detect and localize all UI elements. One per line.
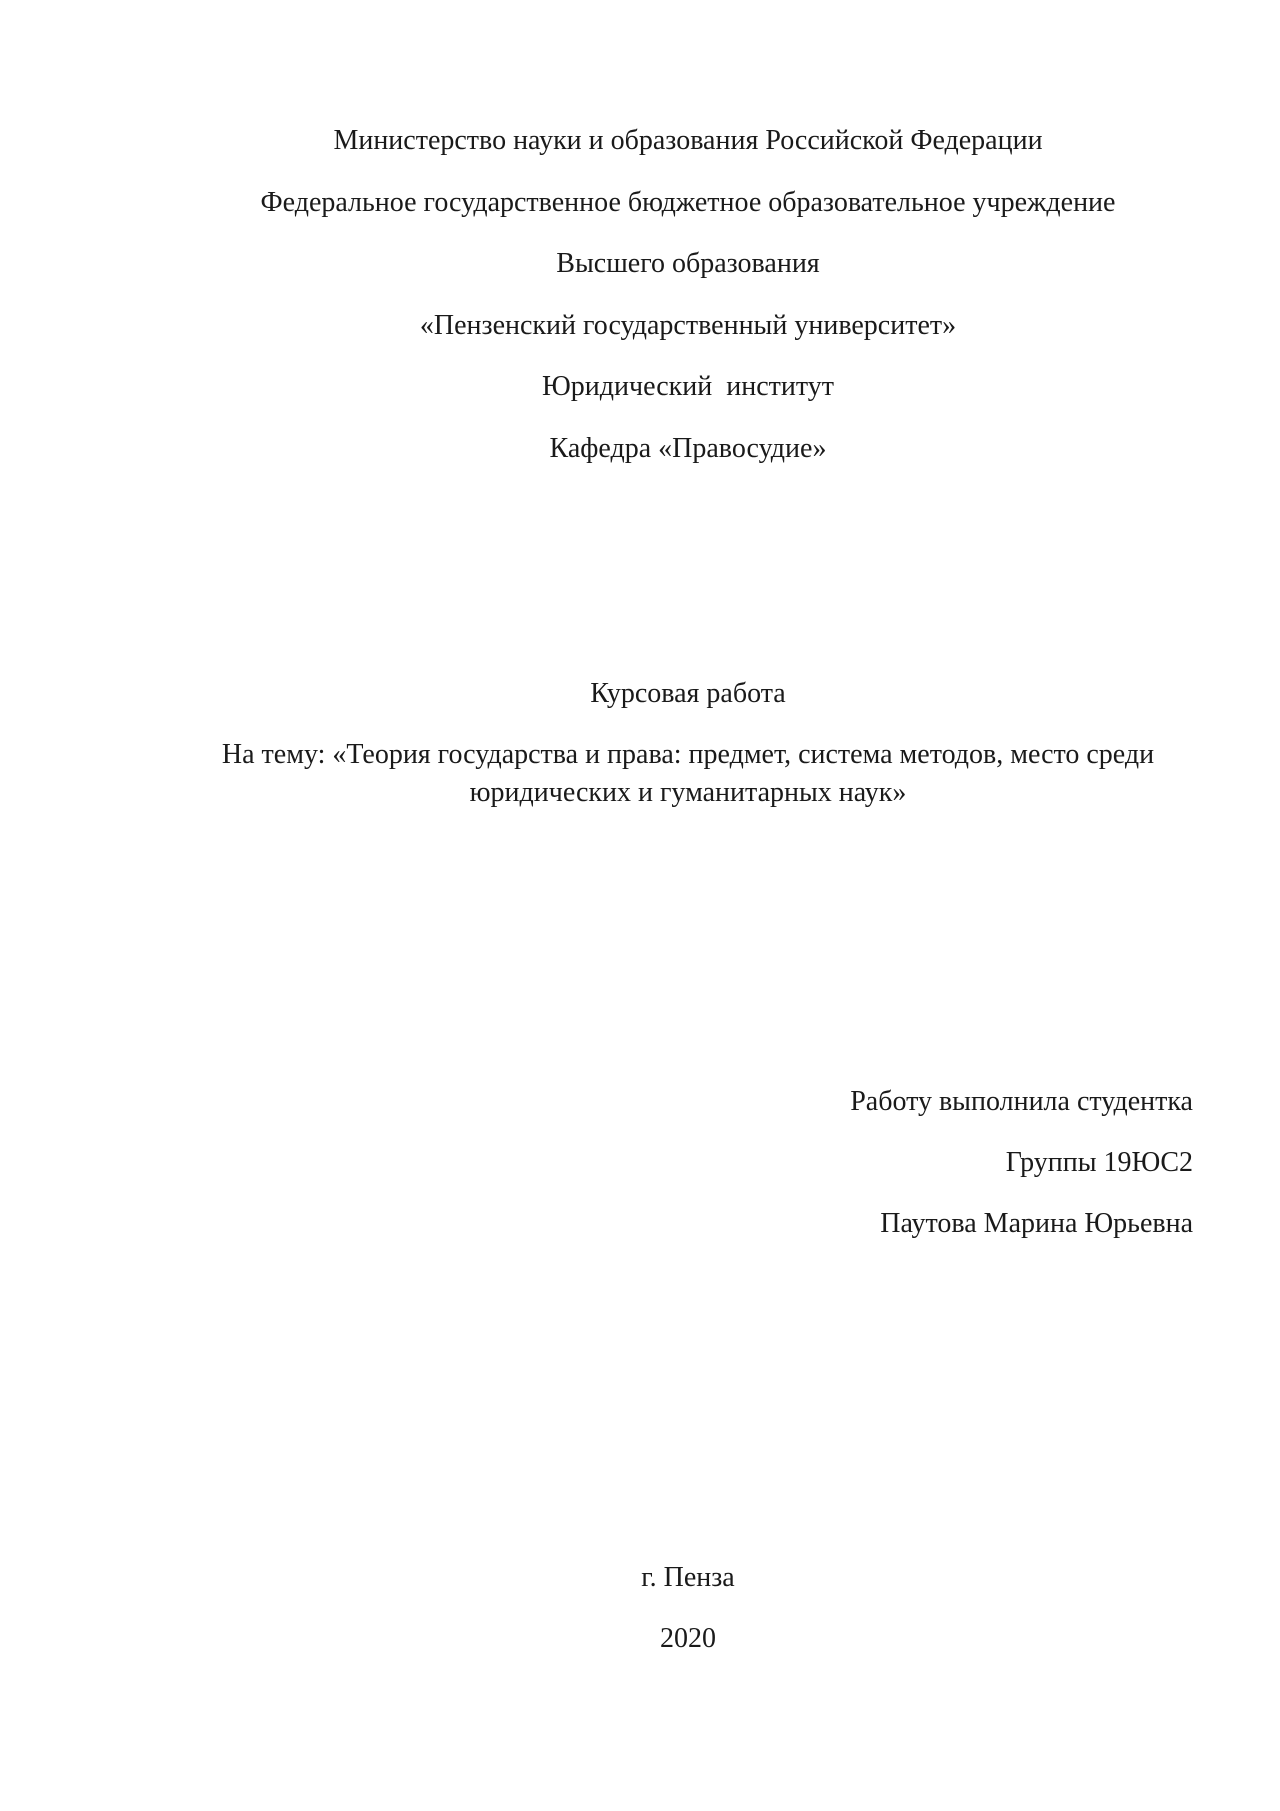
work-type-title: Курсовая работа [590,678,786,709]
topic-line-2: юридических и гуманитарных наук» [469,777,907,808]
performed-by-line: Работу выполнила студентка [850,1086,1193,1117]
education-level-line: Высшего образования [556,248,820,279]
institution-type-line: Федеральное государственное бюджетное образовательное учреждение [260,187,1116,218]
year-line: 2020 [660,1623,716,1654]
university-line: «Пензенский государственный университет» [419,310,957,341]
city-line: г. Пенза [641,1562,735,1593]
department-line: Кафедра «Правосудие» [549,433,827,464]
ministry-line: Министерство науки и образования Российской Федерации [333,125,1043,156]
group-line: Группы 19ЮС2 [1005,1147,1193,1178]
student-name-line: Паутова Марина Юрьевна [880,1208,1193,1239]
institute-line: Юридический институт [542,371,834,402]
topic-line-1: На тему: «Теория государства и права: предмет, система методов, место среди [221,739,1155,770]
